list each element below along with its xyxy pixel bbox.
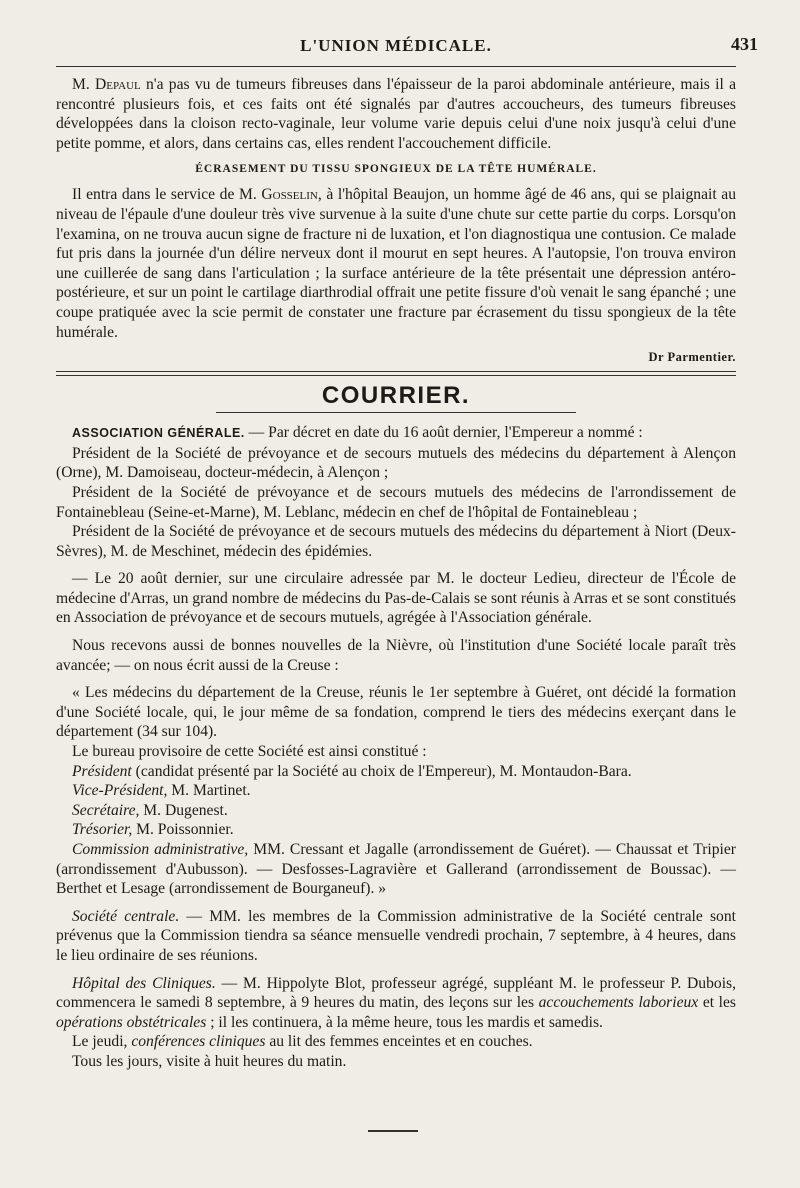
author-name: Gosselin [261,186,318,204]
paragraph-depaul [56,75,736,153]
paragraph-jeudi: Le jeudi, conférences cliniques au lit des femmes enceintes et en couches. [72,1033,533,1051]
bureau-tresorier: Trésorier, M. Poissonnier. [72,821,234,839]
section-divider [56,371,736,376]
paragraph-tous-les-jours: Tous les jours, visite à huit heures du matin. [72,1052,347,1070]
bureau-commission: Commission administrative, MM. Cressant et Jagalle (arrondissement de Guéret). — Chaussat et Tripier (arrondissement d'Aubusson). — Desfosses-Lagravière et Gallerand (arrondissement de Boussac). — Berthet et Lesage (arrondissement de Bourganeuf). » [56,841,736,898]
running-title: L'UNION MÉDICALE. [300,36,492,55]
paragraph-president-fontainebleau: Président de la Société de prévoyance et de secours mutuels des médecins de l'arrondissement de Fontainebleau (Seine-et-Marne), M. Leblanc, médecin en chef de l'hôpital de Fontainebleau ; [56,483,736,521]
paragraph-text: n'a pas vu de tumeurs fibreuses dans l'épaisseur de la paroi abdominale antérieure, mais il a rencontré plusieurs fois, et ces faits ont été signalés par d'autres accoucheurs, des tumeurs fibreuses développées dans la cloison recto-vaginale, leur volume varie depuis celui d'une noix jusqu'à celui d'une petite pomme, et alors, dans certains cas, elles rendent l'accouchement difficile. [56,76,736,152]
paragraph-association: ASSOCIATION GÉNÉRALE. — Par décret en date du 16 août dernier, l'Empereur a nommé : [72,424,643,442]
bureau-president: Président (candidat présenté par la Société au choix de l'Empereur), M. Montaudon-Bara. [72,762,632,780]
bureau-vice-president: Vice-Président, M. Martinet. [72,782,251,800]
paragraph-nievre: Nous recevons aussi de bonnes nouvelles de la Nièvre, où l'institution d'une Société locale paraît très avancée; — on nous écrit aussi de la Creuse : [56,637,736,674]
header-rule [56,66,736,67]
page-number: 431 [731,34,758,54]
paragraph-gosselin: Il entra dans le service de M. Gosselin, à l'hôpital Beaujon, un homme âgé de 46 ans, qui se plaignait au niveau de l'épaule d'une douleur très vive survenue à la suite d'une chute sur cette partie du corps. Lorsqu'on l'examina, on ne trouva aucun signe de fracture ni de luxation, et l'on diagnostiqua une contusion. Ce malade fut pris dans la journée d'un délire nerveux dont il mourut en sept heures. A l'autopsie, l'on trouva environ une cuillerée de sang dans l'articulation ; la surface antérieure de la tête présentait une dépression antéro-postérieure, et sur un point le cartilage diarthrodial offrait une petite fissure d'où venait le sang épanché ; une coupe pratiquée avec la scie permit de constater une fracture par écrasement du tissu spongieux de la tête humérale. [56,186,736,341]
paragraph-societe-centrale: Société centrale. — MM. les membres de la Commission administrative de la Société centrale sont prévenus que la Commission tiendra sa séance mensuelle vendredi prochain, 7 septembre, à 4 heures, dans le lieu ordinaire de ses réunions. [56,907,736,964]
author-name: M. Depaul [72,76,141,93]
bureau-secretaire: Secrétaire, M. Dugenest. [72,801,228,819]
bottom-rule [368,1130,418,1132]
section-heading: ÉCRASEMENT DU TISSU SPONGIEUX DE LA TÊTE HUMÉRALE. [195,163,597,176]
paragraph-president-niort: Président de la Société de prévoyance et de secours mutuels des médecins du département à Niort (Deux-Sèvres), M. de Meschinet, médecin des épidémies. [56,523,736,560]
running-head [56,32,758,62]
signature: Dr Parmentier. [648,350,736,365]
association-label: ASSOCIATION GÉNÉRALE. [72,426,245,441]
title-rule [216,412,576,413]
paragraph-creuse: « Les médecins du département de la Creuse, réunis le 1er septembre à Guéret, ont décidé la formation d'une Société locale, qui, le jour même de sa fondation, comprend le tiers des médecins exerçant dans le département (34 sur 104). [56,684,736,741]
paragraph-bureau: Le bureau provisoire de cette Société est ainsi constitué : [72,743,427,761]
paragraph-president-alencon: Président de la Société de prévoyance et de secours mutuels des médecins du département à Alençon (Orne), M. Damoiseau, docteur-médecin, à Alençon ; [56,444,736,482]
paragraph-hopital-cliniques: Hôpital des Cliniques. — M. Hippolyte Blot, professeur agrégé, suppléant M. le professeur P. Dubois, commencera le samedi 8 septembre, à 9 heures du matin, des leçons sur les accouchements laborieux et les opérations obstétricales ; il les continuera, à la même heure, tous les mardis et samedis. [56,974,737,1031]
paragraph-arras: — Le 20 août dernier, sur une circulaire adressée par M. le docteur Ledieu, directeur de l'École de médecine d'Arras, un grand nombre de médecins du Pas-de-Calais se sont réunis à Arras et se sont constitués en Association de prévoyance et de secours mutuels, agrégée à l'Association générale. [56,570,736,627]
courrier-title: COURRIER. [321,382,471,410]
